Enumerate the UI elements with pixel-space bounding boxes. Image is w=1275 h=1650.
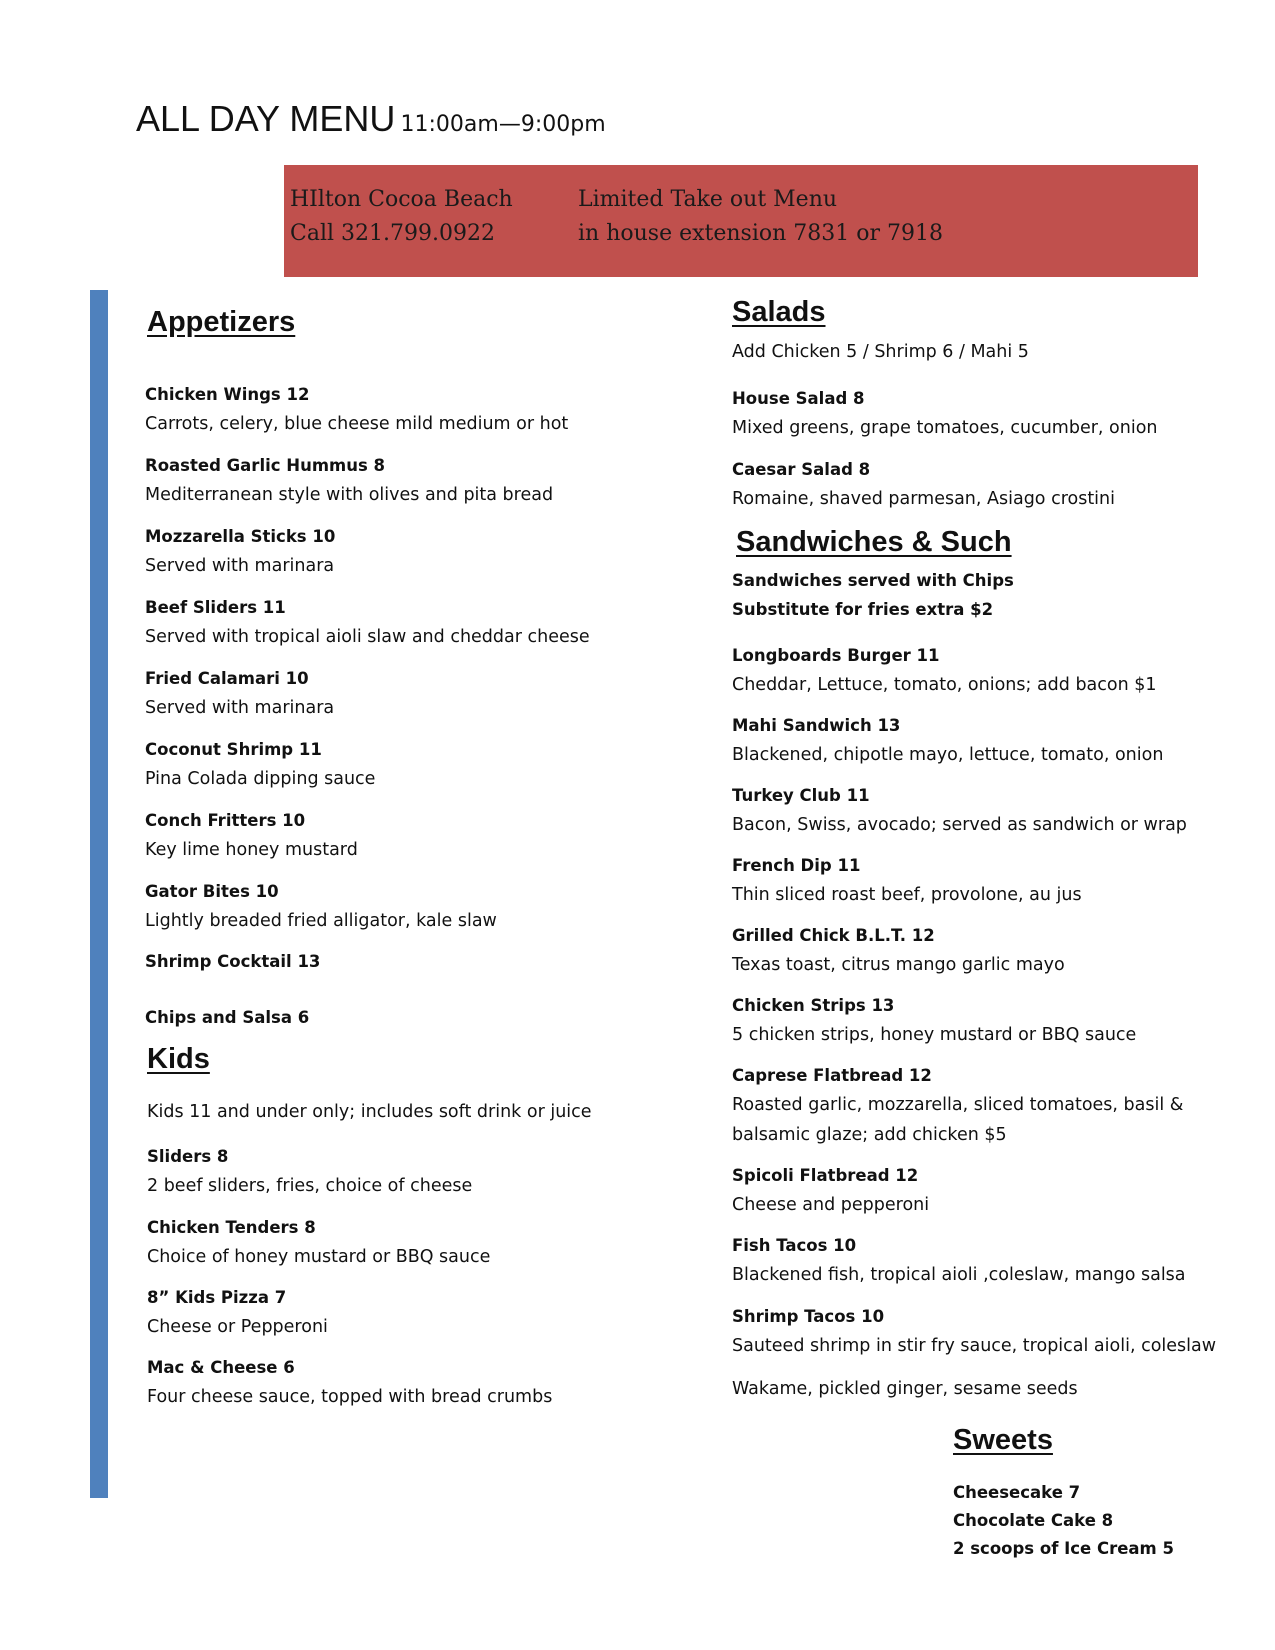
appetizer-desc: Lightly breaded fried alligator, kale slaw [145, 911, 497, 931]
appetizer-name: Shrimp Cocktail 13 [145, 952, 321, 971]
kids-item-desc: 2 beef sliders, fries, choice of cheese [147, 1176, 473, 1196]
sandwiches-note: Substitute for fries extra $2 [732, 600, 994, 619]
salad-desc: Mixed greens, grape tomatoes, cucumber, onion [732, 418, 1158, 438]
appetizer-name: Beef Sliders 11 [145, 598, 286, 617]
appetizer-name: Mozzarella Sticks 10 [145, 527, 336, 546]
appetizer-name: Gator Bites 10 [145, 882, 279, 901]
appetizer-name: Conch Fritters 10 [145, 811, 306, 830]
sandwiches-note: Sandwiches served with Chips [732, 571, 1014, 590]
sandwich-name: Chicken Strips 13 [732, 996, 895, 1015]
appetizers-heading: Appetizers [147, 306, 296, 338]
kids-item-name: Chicken Tenders 8 [147, 1218, 316, 1237]
appetizer-name: Fried Calamari 10 [145, 669, 309, 688]
sandwich-desc: Bacon, Swiss, avocado; served as sandwich or wrap [732, 815, 1187, 835]
menu-title: ALL DAY MENU [136, 98, 396, 139]
sandwich-desc: Sauteed shrimp in stir fry sauce, tropical aioli, coleslaw [732, 1336, 1217, 1356]
kids-item-name: 8” Kids Pizza 7 [147, 1288, 287, 1307]
sandwich-extra-line: Wakame, pickled ginger, sesame seeds [732, 1379, 1078, 1399]
sandwich-desc: balsamic glaze; add chicken $5 [732, 1125, 1007, 1145]
appetizer-name: Chips and Salsa 6 [145, 1008, 310, 1027]
kids-item-desc: Cheese or Pepperoni [147, 1317, 328, 1337]
sandwich-name: Spicoli Flatbread 12 [732, 1166, 919, 1185]
kids-item-name: Sliders 8 [147, 1147, 229, 1166]
salad-desc: Romaine, shaved parmesan, Asiago crostini [732, 489, 1116, 509]
appetizer-desc: Served with tropical aioli slaw and cheddar cheese [145, 627, 590, 647]
appetizer-name: Roasted Garlic Hummus 8 [145, 456, 386, 475]
page-title [136, 98, 606, 140]
kids-item-name: Mac & Cheese 6 [147, 1358, 295, 1377]
kids-heading: Kids [147, 1043, 210, 1075]
salad-name: Caesar Salad 8 [732, 460, 871, 479]
sandwich-desc: Blackened fish, tropical aioli ,coleslaw, mango salsa [732, 1265, 1186, 1285]
appetizer-name: Chicken Wings 12 [145, 385, 310, 404]
appetizer-desc: Pina Colada dipping sauce [145, 769, 376, 789]
left-accent-bar [90, 290, 108, 1498]
menu-type: Limited Take out Menu [578, 187, 838, 212]
contact-banner [284, 165, 1198, 277]
sweets-heading: Sweets [953, 1424, 1053, 1456]
appetizer-desc: Key lime honey mustard [145, 840, 358, 860]
sandwich-desc: Texas toast, citrus mango garlic mayo [732, 955, 1065, 975]
sandwich-name: Longboards Burger 11 [732, 646, 940, 665]
sandwich-desc: Blackened, chipotle mayo, lettuce, tomato, onion [732, 745, 1164, 765]
sandwich-name: Caprese Flatbread 12 [732, 1066, 932, 1085]
menu-hours: 11:00am—9:00pm [400, 112, 606, 137]
sandwich-desc: 5 chicken strips, honey mustard or BBQ sauce [732, 1025, 1137, 1045]
appetizer-desc: Served with marinara [145, 698, 335, 718]
house-extension: in house extension 7831 or 7918 [578, 221, 943, 246]
appetizer-desc: Mediterranean style with olives and pita bread [145, 485, 554, 505]
sandwich-name: French Dip 11 [732, 856, 861, 875]
sandwich-desc: Cheddar, Lettuce, tomato, onions; add bacon $1 [732, 675, 1157, 695]
sandwich-name: Turkey Club 11 [732, 786, 870, 805]
kids-item-desc: Four cheese sauce, topped with bread crumbs [147, 1387, 553, 1407]
hotel-name: HIlton Cocoa Beach [290, 187, 513, 212]
sweet-item: Chocolate Cake 8 [953, 1511, 1114, 1530]
kids-note: Kids 11 and under only; includes soft drink or juice [147, 1102, 592, 1122]
sandwich-name: Shrimp Tacos 10 [732, 1307, 885, 1326]
sandwich-name: Fish Tacos 10 [732, 1236, 857, 1255]
sandwich-desc: Roasted garlic, mozzarella, sliced tomatoes, basil & [732, 1095, 1184, 1115]
hotel-phone: Call 321.799.0922 [290, 221, 495, 246]
sandwich-name: Mahi Sandwich 13 [732, 716, 901, 735]
appetizer-desc: Served with marinara [145, 556, 335, 576]
salads-note: Add Chicken 5 / Shrimp 6 / Mahi 5 [732, 342, 1029, 362]
appetizer-name: Coconut Shrimp 11 [145, 740, 322, 759]
salads-heading: Salads [732, 296, 826, 328]
kids-item-desc: Choice of honey mustard or BBQ sauce [147, 1247, 491, 1267]
sweet-item: Cheesecake 7 [953, 1483, 1081, 1502]
salad-name: House Salad 8 [732, 389, 865, 408]
sandwich-desc: Cheese and pepperoni [732, 1195, 930, 1215]
sandwich-name: Grilled Chick B.L.T. 12 [732, 926, 935, 945]
sweet-item: 2 scoops of Ice Cream 5 [953, 1539, 1174, 1558]
sandwich-desc: Thin sliced roast beef, provolone, au jus [732, 885, 1082, 905]
appetizer-desc: Carrots, celery, blue cheese mild medium or hot [145, 414, 569, 434]
sandwiches-heading: Sandwiches & Such [736, 526, 1012, 558]
